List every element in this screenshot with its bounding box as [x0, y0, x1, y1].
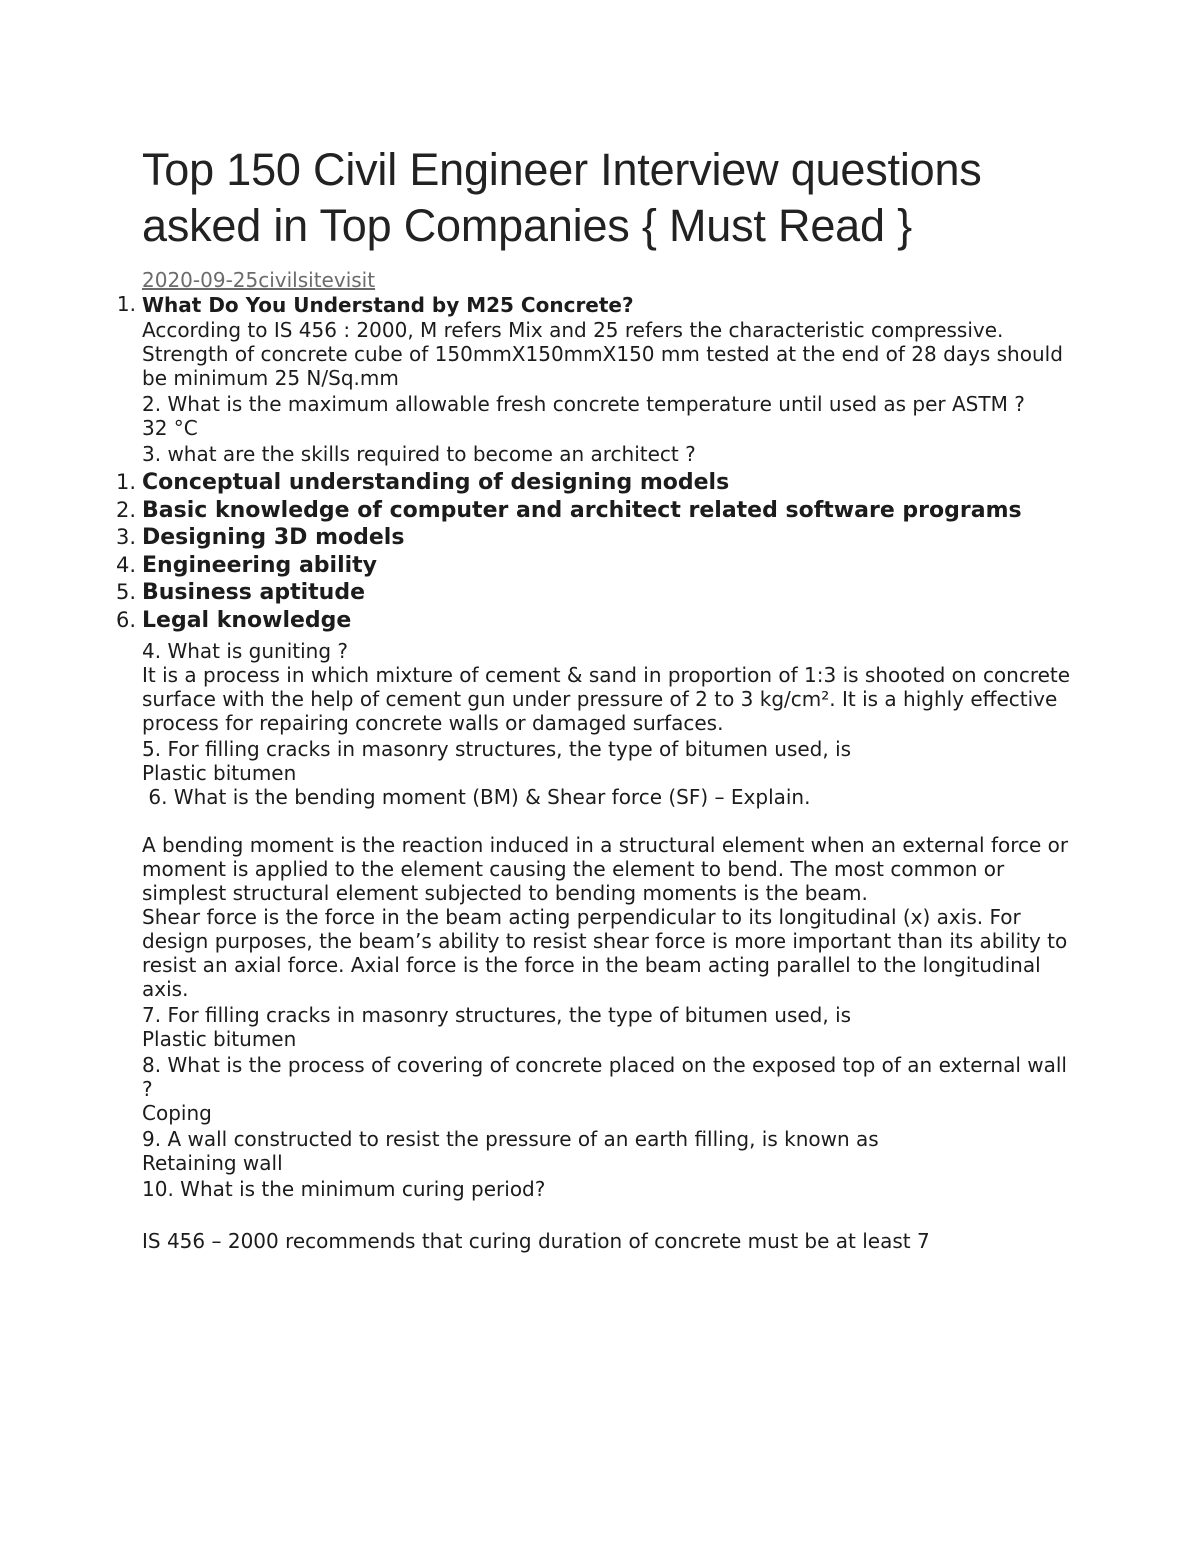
list-number: 4. — [115, 552, 136, 577]
question-text: 9. A wall constructed to resist the pressure of an earth filling, is known as — [142, 1127, 879, 1151]
spacer — [142, 1201, 1072, 1229]
question-text: 8. What is the process of covering of concrete placed on the exposed top of an external wall ? — [142, 1053, 1067, 1101]
list-number: 1. — [115, 470, 136, 494]
question-text: 5. For filling cracks in masonry structures, the type of bitumen used, is — [142, 737, 852, 761]
list-number: 5. — [115, 580, 136, 604]
list-item-text: Conceptual understanding of designing models — [142, 470, 730, 495]
question-list — [116, 292, 1072, 466]
question-text: 2. What is the maximum allowable fresh concrete temperature until used as per ASTM ? — [142, 392, 1025, 416]
list-number: 6. — [115, 607, 136, 632]
answer-text: A bending moment is the reaction induced in a structural element when an external force or moment is applied to the element causing the element to bend. The most common or simplest structural element subjected to bending moments is the beam. — [142, 833, 1069, 905]
answer-text: Strength of concrete cube of 150mmX150mmX150 mm tested at the end of 28 days should be minimum 25 N/Sq.mm — [142, 342, 1063, 390]
list-item — [115, 552, 1072, 580]
question-text: 6. What is the bending moment (BM) & Shear force (SF) – Explain. — [142, 785, 811, 809]
questions-continued — [142, 639, 1072, 1253]
answer-text: It is a process in which mixture of cement & sand in proportion of 1:3 is shooted on concrete surface with the help of cement gun under pressure of 2 to 3 kg/cm². It is a highly effective process for repairing concrete walls or damaged surfaces. — [142, 663, 1071, 735]
answer-text: Plastic bitumen — [142, 761, 297, 785]
list-number: 1. — [116, 292, 136, 316]
list-item-text: Basic knowledge of computer and architect related software programs — [142, 497, 1022, 523]
list-item — [115, 469, 1072, 497]
question-text: 10. What is the minimum curing period? — [142, 1177, 546, 1201]
answer-text: 32 °C — [142, 416, 198, 440]
list-item — [115, 579, 1072, 607]
list-item — [115, 607, 1072, 635]
list-item — [115, 497, 1072, 525]
spacer — [142, 809, 1072, 833]
byline-link[interactable]: 2020-09-25civilsitevisit — [142, 268, 376, 292]
answer-text: According to IS 456 : 2000, M refers Mix and 25 refers the characteristic compressive. — [142, 318, 1004, 342]
answer-text: Shear force is the force in the beam acting perpendicular to its longitudinal (x) axis. For design purposes, the beam’s ability to resist shear force is more important than its ability to resist an axial force. Axial force is the force in the beam acting parallel to the longitudinal axis. — [142, 905, 1068, 1001]
question-text: 4. What is guniting ? — [142, 639, 349, 663]
list-item-text: Legal knowledge — [142, 607, 352, 633]
document-content — [115, 142, 1072, 1253]
list-number: 2. — [115, 497, 136, 522]
question-text: 3. what are the skills required to become an architect ? — [142, 442, 696, 466]
answer-text: Coping — [142, 1101, 212, 1125]
answer-text: IS 456 – 2000 recommends that curing duration of concrete must be at least 7 — [142, 1229, 930, 1253]
list-item-text: Engineering ability — [142, 552, 378, 578]
list-item-text: Designing 3D models — [142, 525, 405, 550]
answer-text: Plastic bitumen — [142, 1027, 297, 1051]
list-item — [115, 524, 1072, 552]
page-title: Top 150 Civil Engineer Interview questions asked in Top Companies { Must Read } — [142, 144, 982, 251]
question-text: 7. For filling cracks in masonry structures, the type of bitumen used, is — [142, 1003, 852, 1027]
question-heading: What Do You Understand by M25 Concrete? — [142, 293, 634, 317]
list-item — [116, 292, 1072, 466]
skills-list — [115, 469, 1072, 634]
list-item-text: Business aptitude — [142, 580, 365, 605]
answer-text: Retaining wall — [142, 1151, 283, 1175]
list-number: 3. — [115, 525, 136, 549]
